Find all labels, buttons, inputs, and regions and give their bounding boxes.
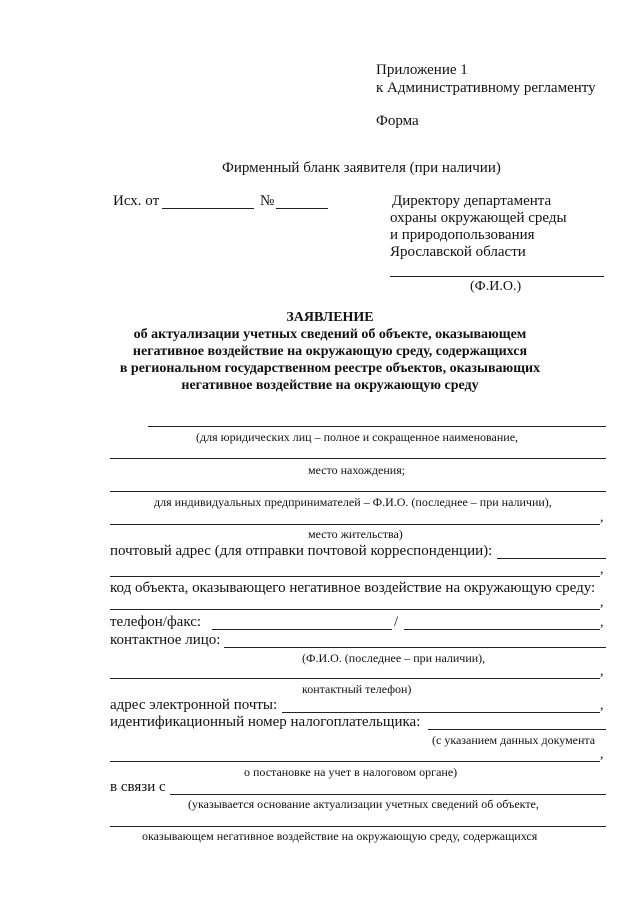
phone-label: телефон/факс: (110, 614, 202, 630)
postal-address-label: почтовый адрес (для отправки почтовой корреспонденции): (110, 543, 493, 559)
entrepreneur-caption: для индивидуальных предпринимателей – Ф.И.О. (последнее – при наличии), (154, 495, 552, 509)
letterhead-label: Фирменный бланк заявителя (при наличии) (222, 160, 501, 176)
entrepreneur-field[interactable] (110, 491, 606, 492)
addressee-fio-caption: (Ф.И.О.) (470, 279, 522, 294)
postal-address-field-2[interactable] (110, 576, 600, 577)
document-heading: ЗАЯВЛЕНИЕ (286, 310, 374, 325)
appendix-label: Приложение 1 (376, 62, 468, 78)
residence-caption: место жительства) (308, 527, 403, 541)
location-field[interactable] (110, 458, 606, 459)
object-code-field[interactable] (110, 609, 600, 610)
object-code-label: код объекта, оказывающего негативное воздействие на окружающую среду: (110, 580, 596, 596)
inn-caption: (с указанием данных документа (432, 733, 596, 747)
email-label: адрес электронной почты: (110, 697, 278, 713)
reason-field-2[interactable] (110, 826, 606, 827)
addressee-line-2: охраны окружающей среды (390, 210, 567, 226)
legal-entity-field[interactable] (148, 426, 606, 427)
postal-address-field[interactable] (497, 558, 606, 559)
title-line-2: негативное воздействие на окружающую среду, содержащихся (132, 344, 528, 359)
postal-address-comma: , (600, 562, 604, 577)
residence-field[interactable] (110, 524, 600, 525)
title-line-4: негативное воздействие на окружающую среду (181, 378, 479, 393)
title-line-1: об актуализации учетных сведений об объекте, оказывающем (133, 327, 527, 342)
outgoing-ref-label: Исх. от (113, 193, 160, 209)
reason-label: в связи с (110, 779, 166, 795)
addressee-fio-field[interactable] (390, 276, 604, 277)
reason-field[interactable] (170, 794, 606, 795)
phone-separator: / (394, 614, 399, 630)
addressee-line-1: Директору департамента (392, 193, 552, 209)
outgoing-number-field[interactable] (276, 208, 328, 209)
inn-field[interactable] (428, 729, 606, 730)
contact-comma: , (600, 664, 604, 679)
phone-field[interactable] (212, 629, 392, 630)
email-comma: , (600, 698, 604, 713)
outgoing-number-label: № (260, 193, 275, 209)
reason-caption: (указывается основание актуализации учетных сведений об объекте, (188, 797, 539, 811)
title-line-3: в региональном государственном реестре объектов, оказывающих (119, 361, 541, 376)
fax-field[interactable] (404, 629, 600, 630)
contact-label: контактное лицо: (110, 632, 221, 648)
tax-registration-caption: о постановке на учет в налоговом органе) (244, 765, 458, 779)
object-code-comma: , (600, 595, 604, 610)
contact-caption: (Ф.И.О. (последнее – при наличии), (302, 651, 486, 665)
email-field[interactable] (282, 712, 600, 713)
contact-field-2[interactable] (110, 678, 600, 679)
tax-registration-comma: , (600, 747, 604, 762)
regulation-label: к Административному регламенту (376, 80, 596, 96)
legal-entity-caption: (для юридических лиц – полное и сокращенное наименование, (196, 430, 519, 444)
contact-phone-caption: контактный телефон) (302, 682, 412, 696)
residence-comma: , (600, 510, 604, 525)
addressee-line-3: и природопользования (390, 227, 535, 243)
outgoing-date-field[interactable] (162, 208, 254, 209)
contact-field[interactable] (224, 647, 606, 648)
tax-registration-field[interactable] (110, 761, 600, 762)
form-label: Форма (376, 113, 419, 129)
location-caption: место нахождения; (308, 463, 406, 477)
object-caption: оказывающем негативное воздействие на окружающую среду, содержащихся (142, 829, 538, 843)
inn-label: идентификационный номер налогоплательщика: (110, 714, 421, 730)
phone-comma: , (600, 615, 604, 630)
addressee-line-4: Ярославской области (390, 244, 526, 260)
